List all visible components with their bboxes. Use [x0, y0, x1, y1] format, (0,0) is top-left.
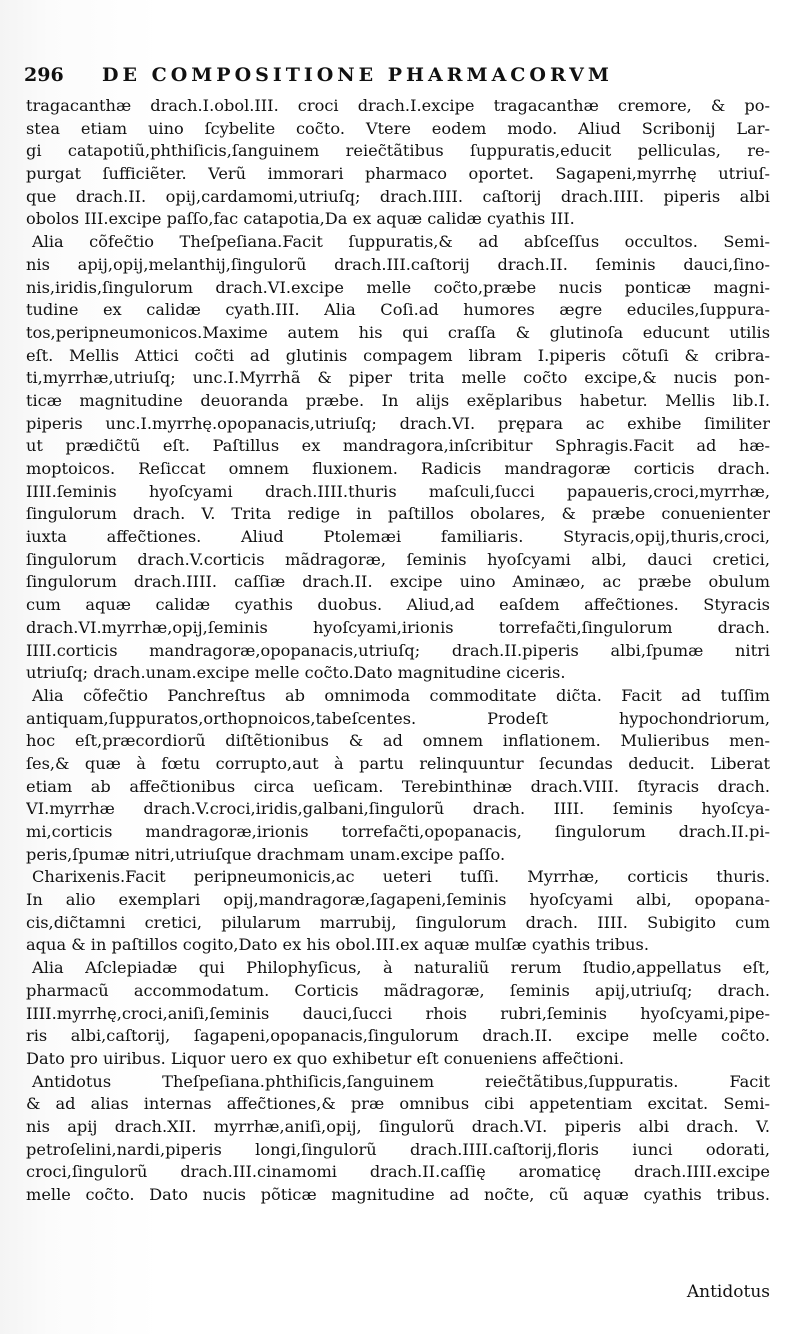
catchword: Antidotus: [686, 1282, 770, 1302]
text-line: antiquam,ſuppuratos,orthopnoicos,tabeſcentes. Prodeſt hypochondriorum,: [26, 708, 770, 728]
text-line: cis,dic̃tamni cretici, pilularum marrubij, ſingulorum drach. IIII. Subigito cum: [26, 912, 770, 932]
text-line: melle coc̃to. Dato nucis põticæ magnitudine ad noc̃te, cũ aquæ cyathis tribus.: [26, 1185, 770, 1204]
text-line: piperis unc.I.myrrhę.opopanacis,utriuſq; drach.VI. prępara ac exhibe ſimiliter: [26, 413, 770, 433]
text-line: VI.myrrhæ drach.V.croci,iridis,galbani,ſingulorũ drach. IIII. ſeminis hyoſcya-: [26, 799, 770, 819]
text-line: pharmacũ accommodatum. Corticis mãdragoræ, ſeminis apij,utriuſq; drach.: [26, 980, 770, 1000]
page-number: 296: [24, 64, 64, 86]
text-line: IIII.myrrhę,croci,aniſi,ſeminis dauci,ſucci rhois rubri,ſeminis hyoſcyami,pipe-: [26, 1003, 770, 1023]
text-line: IIII.ſeminis hyoſcyami drach.IIII.thuris maſculi,ſucci papaueris,croci,myrrhæ,: [26, 481, 770, 501]
text-line: aqua & in paſtillos cogito,Dato ex his obol.III.ex aquæ mulſæ cyathis tribus.: [26, 935, 650, 955]
text-line: ſingulorum drach. V. Trita redige in paſtillos obolares, & præbe conuenienter: [26, 504, 770, 524]
body-text: [26, 95, 770, 1207]
text-line: Alia cõfec̃tio Theſpeſiana.Facit ſuppuratis,& ad abſceſſus occultos. Semi-: [32, 232, 770, 252]
running-head: DE COMPOSITIONE PHARMACORVM: [102, 64, 613, 86]
text-line: ut prædic̃tũ eſt. Paſtillus ex mandragora,inſcribitur Sphragis.Facit ad hæ-: [26, 436, 770, 456]
text-line: Dato pro uiribus. Liquor uero ex quo exhibetur eſt conueniens affec̃tioni.: [26, 1048, 624, 1068]
text-line: utriuſq; drach.unam.excipe melle coc̃to.Dato magnitudine ciceris.: [26, 663, 566, 683]
text-line: IIII.corticis mandragoræ,opopanacis,utriuſq; drach.II.piperis albi,ſpumæ nitri: [26, 640, 770, 660]
text-line: etiam ab affec̃tionibus circa ueſicam. Terebinthinæ drach.VIII. ſtyracis drach.: [26, 776, 770, 796]
text-line: Alia Aſclepiadæ qui Philophyſicus, à naturaliũ rerum ſtudio,appellatus eſt,: [32, 958, 770, 978]
text-line: drach.VI.myrrhæ,opij,ſeminis hyoſcyami,irionis torrefac̃ti,ſingulorum drach.: [26, 617, 770, 637]
text-line: In alio exemplari opij,mandragoræ,ſagapeni,ſeminis hyoſcyami albi, opopana-: [26, 890, 770, 910]
text-line: Antidotus Theſpeſiana.phthiſicis,ſanguinem reiec̃tãtibus,ſuppuratis. Facit: [32, 1071, 770, 1091]
text-line: hoc eſt,præcordiorũ diſtẽtionibus & ad omnem inflationem. Mulieribus men-: [26, 731, 770, 751]
text-line: tos,peripneumonicos.Maxime autem his qui craſſa & glutinoſa educunt utilis: [26, 322, 770, 342]
text-line: nis apij,opij,melanthij,ſingulorũ drach.III.caſtorij drach.II. ſeminis dauci,ſino-: [26, 254, 770, 274]
text-line: moptoicos. Reſiccat omnem fluxionem. Radicis mandragoræ corticis drach.: [26, 459, 770, 478]
text-line: ti,myrrhæ,utriuſq; unc.I.Myrrhã & piper trita melle coc̃to excipe,& nucis pon-: [26, 368, 770, 388]
text-line: nis,iridis,ſingulorum drach.VI.excipe melle coc̃to,præbe nucis ponticæ magni-: [26, 277, 770, 297]
text-line: petroſelini,nardi,piperis longi,ſingulorũ drach.IIII.caſtorij,floris iunci odorati,: [26, 1139, 770, 1159]
text-line: obolos III.excipe paſſo,fac catapotia,Da ex aquæ calidæ cyathis III.: [26, 209, 575, 229]
text-line: ſingulorum drach.IIII. caſſiæ drach.II. excipe uino Aminæo, ac præbe obulum: [26, 572, 770, 592]
text-line: gi catapotiũ,phthiſicis,ſanguinem reiec̃tãtibus ſuppuratis,educit pelliculas, re-: [26, 141, 770, 161]
text-line: croci,ſingulorũ drach.III.cinamomi drach.II.caſſię aromaticę drach.IIII.excipe: [26, 1162, 770, 1182]
text-line: ſes,& quæ à fœtu corrupto,aut à partu relinquuntur ſecundas deducit. Liberat: [26, 753, 770, 773]
text-line: eſt. Mellis Attici coc̃ti ad glutinis compagem libram I.piperis cõtuſi & cribra-: [26, 345, 770, 365]
text-line: mi,corticis mandragoræ,irionis torrefac̃ti,opopanacis, ſingulorum drach.II.pi-: [26, 822, 770, 841]
page-header: [24, 64, 784, 90]
text-line: que drach.II. opij,cardamomi,utriuſq; drach.IIII. caſtorij drach.IIII. piperis albi: [26, 186, 770, 206]
text-line: ticæ magnitudine deuoranda præbe. In alijs exẽplaribus habetur. Mellis lib.I.: [26, 390, 770, 410]
text-line: ris albi,caſtorij, ſagapeni,opopanacis,ſingulorum drach.II. excipe melle coc̃to.: [26, 1026, 770, 1046]
text-line: tudine ex calidæ cyath.III. Alia Coſi.ad humores ægre educiles,ſuppura-: [26, 300, 770, 320]
text-line: ſingulorum drach.V.corticis mãdragoræ, ſeminis hyoſcyami albi, dauci cretici,: [26, 549, 770, 569]
text-line: cum aquæ calidæ cyathis duobus. Aliud,ad eaſdem affec̃tiones. Styracis: [26, 595, 770, 615]
text-line: purgat ſufficiẽter. Verũ immorari pharmaco oportet. Sagapeni,myrrhę utriuſ-: [26, 164, 770, 184]
text-line: Charixenis.Facit peripneumonicis,ac ueteri tuſſi. Myrrhæ, corticis thuris.: [32, 867, 770, 887]
text-line: peris,ſpumæ nitri,utriuſque drachmam unam.excipe paſſo.: [26, 844, 506, 864]
text-line: tragacanthæ drach.I.obol.III. croci drach.I.excipe tragacanthæ cremore, & po-: [26, 96, 770, 115]
text-line: iuxta affec̃tiones. Aliud Ptolemæi familiaris. Styracis,opij,thuris,croci,: [26, 527, 770, 547]
text-line: & ad alias internas affec̃tiones,& præ omnibus cibi appetentiam excitat. Semi-: [26, 1094, 770, 1114]
text-line: nis apij drach.XII. myrrhæ,aniſi,opij, ſingulorũ drach.VI. piperis albi drach. V.: [26, 1116, 770, 1136]
text-line: Alia cõfec̃tio Panchreſtus ab omnimoda commoditate dic̃ta. Facit ad tuſſim: [32, 685, 770, 705]
text-line: stea etiam uino ſcybelite coc̃to. Vtere eodem modo. Aliud Scribonij Lar-: [26, 118, 770, 138]
